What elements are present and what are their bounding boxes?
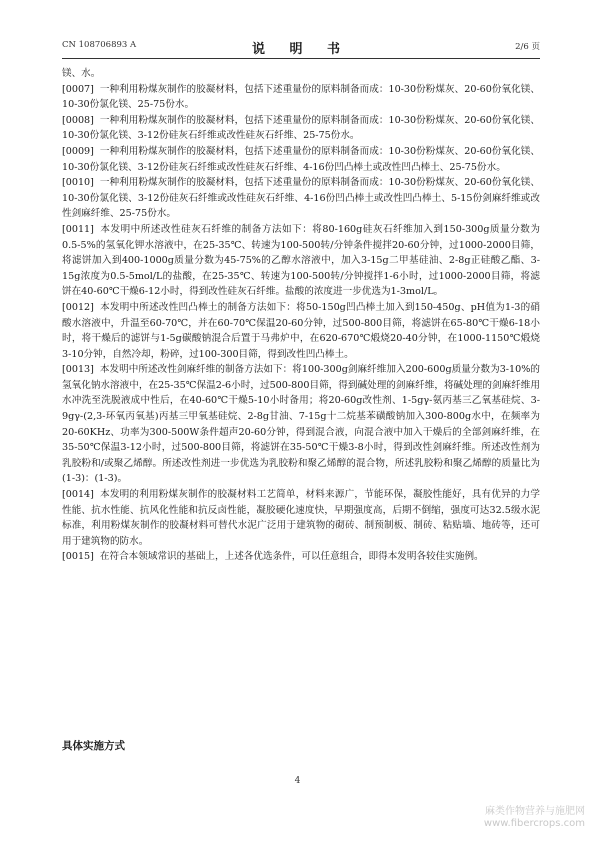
watermark-site-name: 麻类作物营养与施肥网 [485, 806, 585, 817]
watermark-url: www.fibercrops.com [483, 818, 585, 829]
page-header [62, 38, 540, 59]
paragraph-number: [0008] [62, 114, 94, 126]
paragraph-text: 本发明中所述改性剑麻纤维的制备方法如下：将100-300g剑麻纤维加入200-600g质量分数为3-10%的氢氧化钠水溶液中，在25-35℃保温2-6小时，过500-800目筛，得到碱处理的剑麻纤维，将碱处理的剑麻纤维用水冲洗至洗脱液成中性后，在40-60℃干燥5-10小时备用；将20-60g改性剂、1-5gγ-氨丙基三乙氧基硅烷、3-9gγ-(2,3-环氧丙氧基)丙基三甲氧基硅烷、2-8g甘油、7-15g十二烷基苯磺酸钠加入300-800g水中，在频率为20-60KHz、功率为300-500W条件超声20-60分钟，得到混合液，向混合液中加入干燥后的全部剑麻纤维，在35-50℃保温3-12小时，过500-800目筛，将滤饼在35-50℃干燥3-8小时，得到改性剑麻纤维。所述改性剂为乳胶粉和/或聚乙烯醇。所述改性剂进一步优选为乳胶粉和聚乙烯醇的混合物，所述乳胶粉和聚乙烯醇的质量比为(1-3)：(1-3)。 [62, 364, 540, 485]
paragraph-text: 一种利用粉煤灰制作的胶凝材料，包括下述重量份的原料制备而成：10-30份粉煤灰、20-60份氧化镁、10-30份氯化镁、3-12份硅灰石纤维或改性硅灰石纤维、25-75份水。 [62, 114, 540, 142]
paragraph-0009 [62, 144, 540, 175]
paragraph-text: 本发明中所述改性硅灰石纤维的制备方法如下：将80-160g硅灰石纤维加入到150-300g质量分数为0.5-5%的氢氧化钾水溶液中，在25-35℃、转速为100-500转/分钟条件搅拌20-60分钟，过1000-2000目筛，将滤饼加入到400-1000g质量分数为45-75%的乙醇水溶液中，加入3-15g二甲基硅油、2-8g正硅酸乙酯、3-15g浓度为0.5-5mol/L的盐酸，在25-35℃、转速为100-500转/分钟搅拌1-6小时，过1000-2000目筛，将滤饼在40-60℃干燥6-12小时，得到改性硅灰石纤维。盐酸的浓度进一步优选为1-3mol/L。 [62, 223, 540, 298]
paragraph-0014 [62, 487, 540, 549]
section-heading: 具体实施方式 [62, 740, 125, 752]
paragraph-number: [0007] [62, 83, 94, 95]
paragraph-0011 [62, 222, 540, 300]
page-number: 4 [294, 776, 301, 786]
paragraph-number: [0010] [62, 177, 94, 189]
paragraph-continuation [62, 66, 540, 82]
paragraph-text: 本发明中所述改性凹凸棒土的制备方法如下：将50-150g凹凸棒土加入到150-450g、pH值为1-3的硝酸水溶液中，升温至60-70℃，并在60-70℃保温20-60分钟，过500-800目筛，将滤饼在65-80℃干燥6-18小时，将干燥后的滤饼与1-5g碳酸钠混合后置于马弗炉中，在620-670℃煅烧20-40分钟，在1000-1150℃煅烧3-10分钟，自然冷却，粉碎，过100-300目筛，得到改性凹凸棒土。 [62, 301, 540, 360]
paragraph-text: 镁、水。 [62, 68, 101, 79]
paragraph-text: 一种利用粉煤灰制作的胶凝材料，包括下述重量份的原料制备而成：10-30份粉煤灰、20-60份氧化镁、10-30份氯化镁、3-12份硅灰石纤维或改性硅灰石纤维、4-16份凹凸棒土或改性凹凸棒土、5-15份剑麻纤维或改性剑麻纤维、25-75份水。 [62, 177, 540, 220]
paragraph-text: 一种利用粉煤灰制作的胶凝材料，包括下述重量份的原料制备而成：10-30份粉煤灰、20-60份氧化镁、10-30份氯化镁、3-12份硅灰石纤维或改性硅灰石纤维、4-16份凹凸棒土或改性凹凸棒土、25-75份水。 [62, 145, 540, 173]
paragraph-text: 一种利用粉煤灰制作的胶凝材料，包括下述重量份的原料制备而成：10-30份粉煤灰、20-60份氧化镁、10-30份氯化镁、25-75份水。 [62, 83, 540, 111]
page-info: 2/6 页 [515, 42, 540, 52]
paragraph-number: [0011] [62, 223, 94, 235]
document-body [62, 66, 540, 565]
paragraph-0010 [62, 175, 540, 222]
paragraph-number: [0012] [62, 301, 94, 313]
paragraph-0007 [62, 82, 540, 113]
paragraph-text: 在符合本领域常识的基础上，上述各优选条件，可以任意组合，即得本发明各较佳实施例。 [99, 551, 484, 563]
paragraph-0013 [62, 362, 540, 487]
paragraph-number: [0015] [62, 551, 94, 563]
paragraph-0008 [62, 113, 540, 144]
paragraph-number: [0009] [62, 145, 94, 157]
document-title: 说 明 书 [251, 42, 351, 57]
paragraph-number: [0013] [62, 364, 94, 376]
paragraph-text: 本发明的利用粉煤灰制作的胶凝材料工艺简单，材料来源广，节能环保，凝胶性能好，具有优异的力学性能、抗水性能、抗风化性能和抗反卤性能，凝胶硬化速度快，早期强度高，后期不倒缩，强度可达32.5级水泥标准，利用粉煤灰制作的胶凝材料可替代水泥广泛用于建筑物的砌砖、制预制板、制砖、粘贴墙、地砖等，还可用于建筑物的防水。 [62, 489, 540, 547]
patent-number: CN 108706893 A [62, 40, 137, 50]
paragraph-0012 [62, 300, 540, 362]
paragraph-number: [0014] [62, 489, 94, 501]
paragraph-0015 [62, 549, 540, 565]
watermark [484, 806, 585, 830]
